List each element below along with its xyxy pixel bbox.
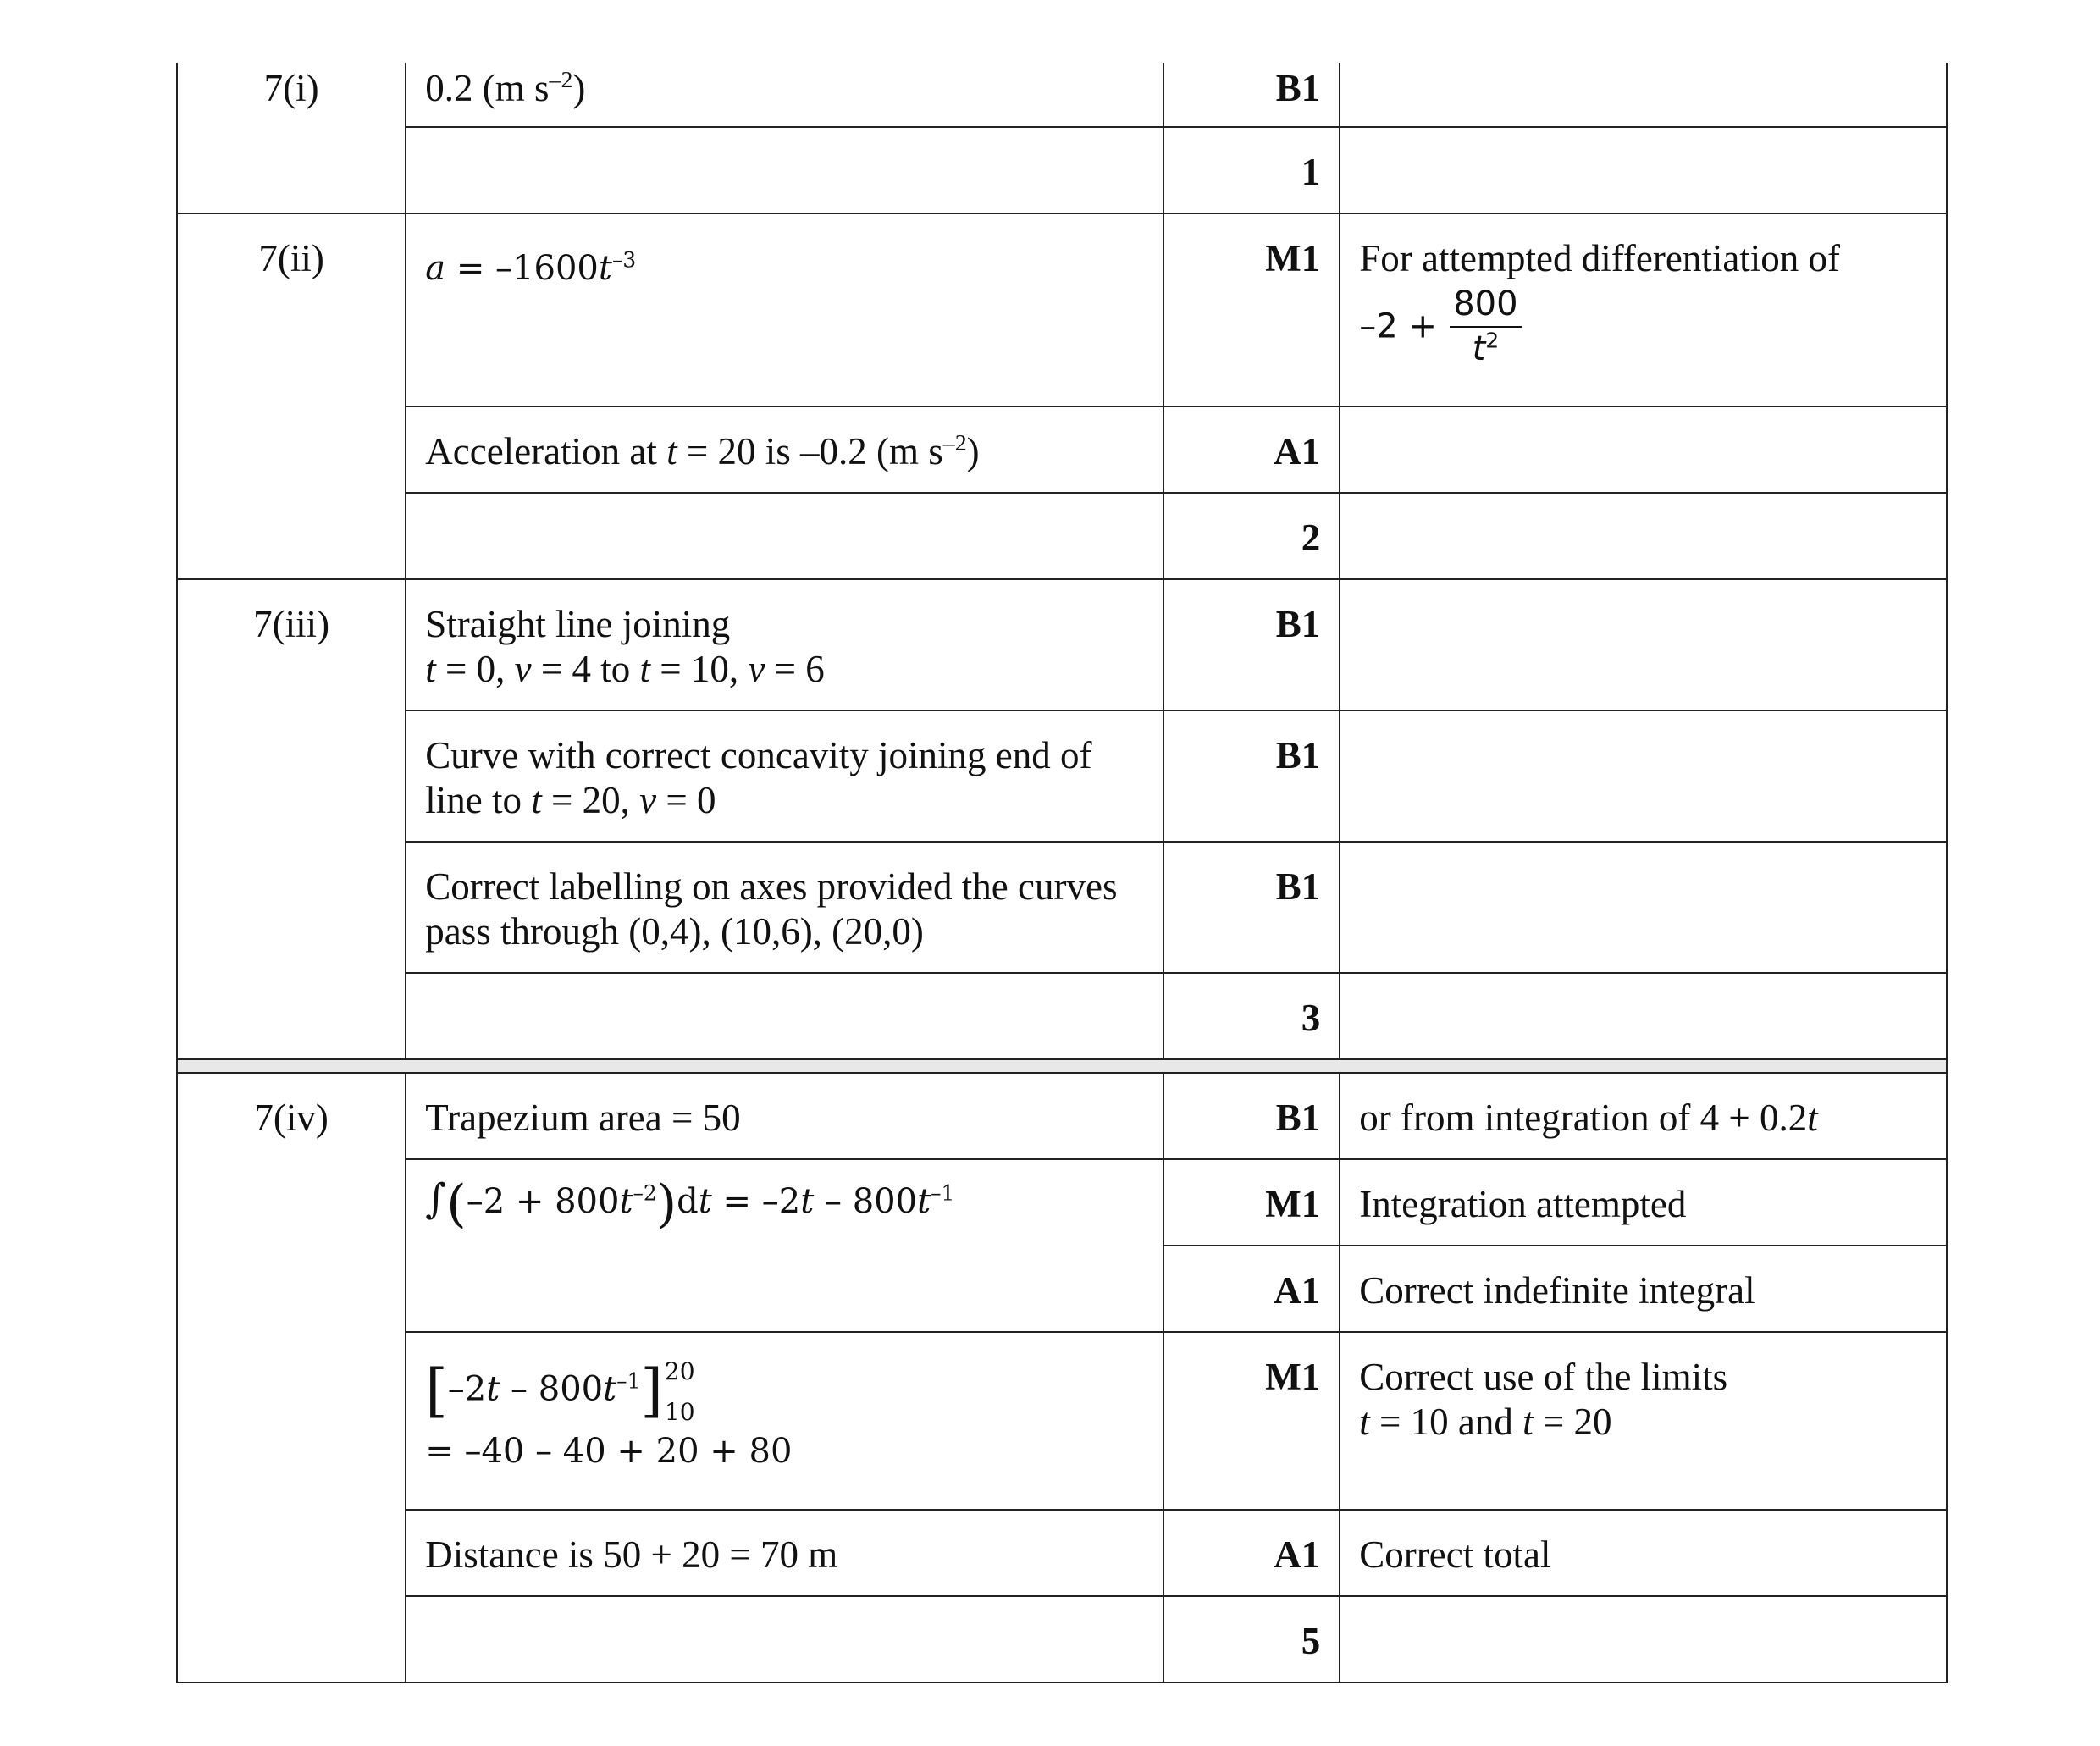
table-row [177, 63, 1947, 127]
table-row [177, 1159, 1947, 1246]
answer-cell [406, 973, 1163, 1059]
guidance-cell [1340, 579, 1947, 710]
guidance-cell: Integration attempted [1340, 1159, 1947, 1246]
integral-expression: $\int(-2 + 800t^{-2})dt = -2t - 800t^{-1}$ [425, 1174, 955, 1234]
answer-cell: $a = -1600t^{-3}$ [406, 213, 1163, 406]
mark-cell: A1 [1163, 406, 1340, 493]
table-row [177, 710, 1947, 842]
answer-cell: Straight line joining t = 0, v = 4 to t = 10, v = 6 [406, 579, 1163, 710]
limits-expression: $[-2t - 800t^{-1}]$ 20 10 [425, 1357, 695, 1426]
mark-cell: M1 [1163, 1159, 1340, 1246]
guidance-cell: Correct total [1340, 1510, 1947, 1596]
guidance-cell [1340, 406, 1947, 493]
table-row [177, 1332, 1947, 1510]
mark-cell: B1 [1163, 710, 1340, 842]
guidance-cell [1340, 63, 1947, 127]
mark-cell: B1 [1163, 579, 1340, 710]
mark-cell: A1 [1163, 1510, 1340, 1596]
answer-cell: Acceleration at t = 20 is –0.2 (m $s^{-2}$) [406, 406, 1163, 493]
mark-cell: B1 [1163, 63, 1340, 127]
answer-cell: 0.2 (m $s^{-2}$) [406, 63, 1163, 127]
guidance-cell: For attempted differentiation of –2 + $\frac{800}{t^2}$ [1340, 213, 1947, 406]
answer-cell [406, 1596, 1163, 1682]
answer-cell: Curve with correct concavity joining end of line to t = 20, v = 0 [406, 710, 1163, 842]
question-label: 7(ii) [177, 213, 406, 579]
table-row [177, 973, 1947, 1059]
mark-cell: M1 [1163, 213, 1340, 406]
total-mark: 1 [1163, 127, 1340, 213]
guidance-cell [1340, 493, 1947, 579]
guidance-cell: Correct use of the limits t = 10 and t = 20 [1340, 1332, 1947, 1510]
answer-cell [406, 127, 1163, 213]
total-mark: 2 [1163, 493, 1340, 579]
mark-cell: B1 [1163, 1073, 1340, 1159]
mark-cell: B1 [1163, 842, 1340, 973]
guidance-cell [1340, 842, 1947, 973]
table-row [177, 579, 1947, 710]
table-row [177, 1596, 1947, 1682]
total-mark: 5 [1163, 1596, 1340, 1682]
table-row [177, 1073, 1947, 1159]
question-label: 7(iii) [177, 579, 406, 1059]
table-row [177, 493, 1947, 579]
guidance-cell [1340, 127, 1947, 213]
answer-cell: Correct labelling on axes provided the curves pass through (0,4), (10,6), (20,0) [406, 842, 1163, 973]
guidance-cell: Correct indefinite integral [1340, 1246, 1947, 1332]
mark-cell: M1 [1163, 1332, 1340, 1510]
table-row [177, 213, 1947, 406]
question-label: 7(iv) [177, 1073, 406, 1682]
table-row [177, 127, 1947, 213]
guidance-cell [1340, 973, 1947, 1059]
mark-cell: A1 [1163, 1246, 1340, 1332]
answer-cell [406, 493, 1163, 579]
table-row [177, 406, 1947, 493]
guidance-cell [1340, 710, 1947, 842]
table-row [177, 1510, 1947, 1596]
section-divider [177, 1059, 1947, 1073]
fraction: $\frac{800}{t^2}$ [1450, 285, 1521, 369]
answer-cell: $[-2t - 800t^{-1}]$ 20 10 = –40 – 40 + 20 + 80 [406, 1332, 1163, 1510]
total-mark: 3 [1163, 973, 1340, 1059]
answer-cell: Distance is 50 + 20 = 70 m [406, 1510, 1163, 1596]
guidance-cell: or from integration of 4 + 0.2t [1340, 1073, 1947, 1159]
guidance-cell [1340, 1596, 1947, 1682]
answer-cell: Trapezium area = 50 [406, 1073, 1163, 1159]
question-label: 7(i) [177, 63, 406, 213]
table-row [177, 842, 1947, 973]
mark-scheme-table [176, 63, 1948, 1683]
answer-cell [406, 1159, 1163, 1332]
